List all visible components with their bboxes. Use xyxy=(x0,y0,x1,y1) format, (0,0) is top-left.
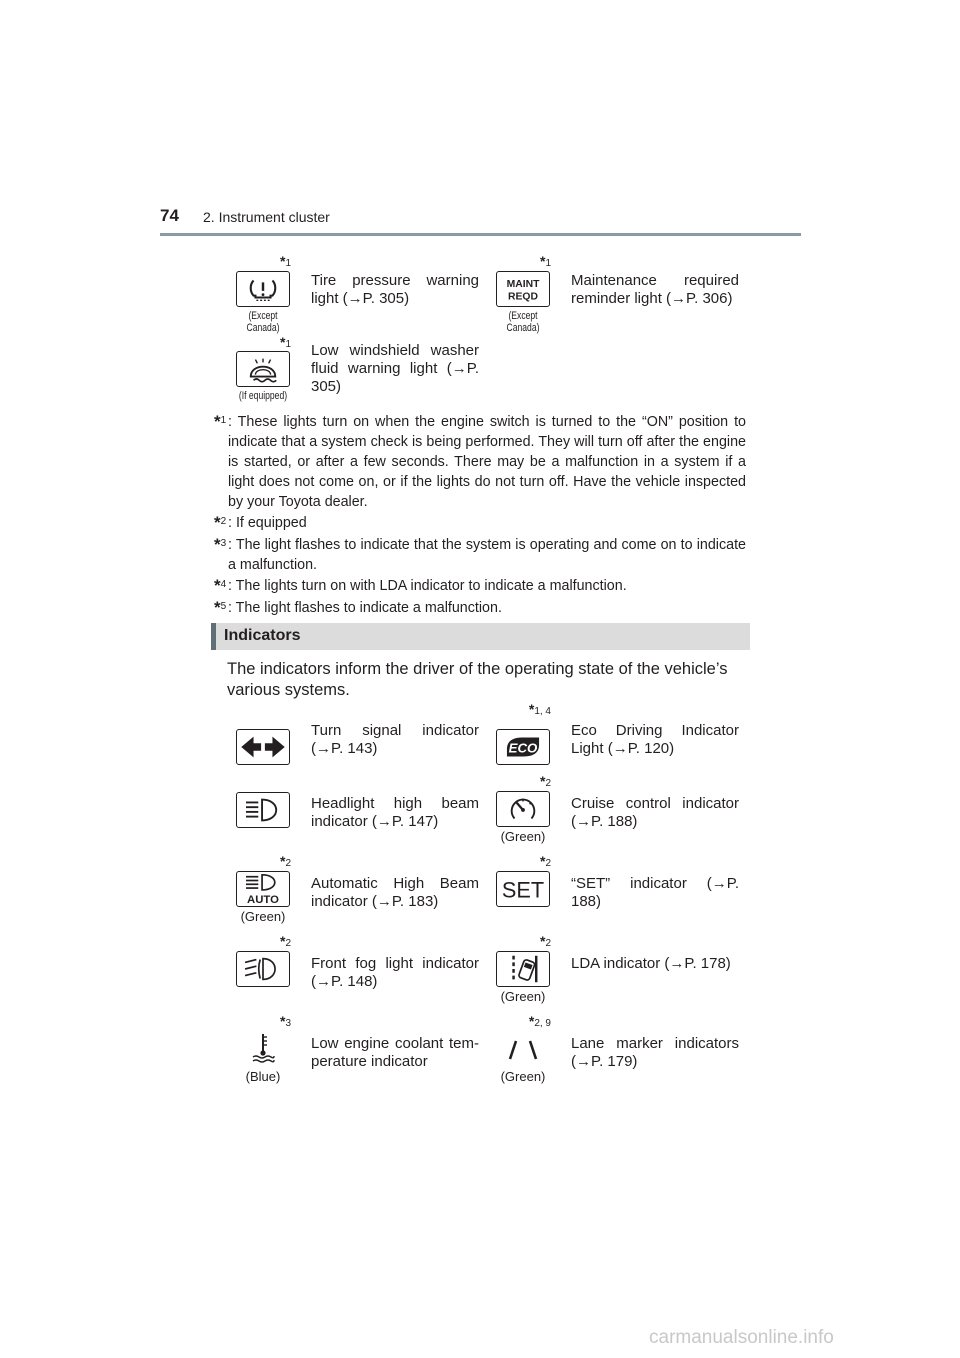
icon-caption: (Green) xyxy=(500,989,546,1004)
header-rule xyxy=(160,233,801,236)
tire-pressure-icon xyxy=(236,271,290,307)
set-icon xyxy=(496,871,550,907)
icon-caption: (Green) xyxy=(240,909,286,924)
footnote-mark: *1 xyxy=(279,253,291,269)
high-beam-icon xyxy=(236,792,290,828)
footnote-2: *$^2$ : If equipped xyxy=(214,513,307,532)
lane-marker-icon xyxy=(496,1031,550,1067)
footnote-5: *$^5$ : The light flashes to indicate a malfunction. xyxy=(214,598,502,617)
indicators-intro: The indicators inform the driver of the operating state of the vehicle’s various systems. xyxy=(227,660,728,699)
eco-icon xyxy=(496,729,550,765)
cruise-control-icon xyxy=(496,791,550,827)
icon-caption: (Except Canada) xyxy=(506,310,540,334)
maint-text: MAINT xyxy=(506,279,540,291)
item-description: Maintenance required reminder light (→P. 306) xyxy=(571,272,739,307)
footnote-mark: *2 xyxy=(539,853,551,869)
item-description: Front fog light indicator (→P. 148) xyxy=(311,955,479,990)
maint-reqd-icon xyxy=(496,271,550,307)
item-description: LDA indicator (→P. 178) xyxy=(571,955,731,972)
section-heading: Indicators xyxy=(224,627,301,644)
footnote-mark: *2 xyxy=(279,933,291,949)
front-fog-light-icon xyxy=(236,951,290,987)
icon-caption: (Blue) xyxy=(245,1069,281,1084)
reqd-text: REQD xyxy=(508,291,538,303)
heading-accent xyxy=(211,623,216,650)
footnote-1: *$^1$ : These lights turn on when the engine switch is turned to the “ON” position to indicate that a system check is being performed. They will turn off after the engine is started, or after a few seconds. There may be a malfunction in a system if a light does not come on, or if the lights do not turn off. Have the vehicle inspected by your Toyota dealer. xyxy=(214,412,746,510)
auto-text: AUTO xyxy=(247,894,279,906)
footnote-3: *$^3$ : The light flashes to indicate that the system is operating and come on to indicate a malfunction. xyxy=(214,535,746,573)
footnote-mark: *2 xyxy=(539,773,551,789)
item-description: Headlight high beam indicator (→P. 147) xyxy=(311,795,479,830)
item-description: “SET” indicator (→P. 188) xyxy=(571,875,739,910)
footnote-mark: *2, 9 xyxy=(528,1013,551,1029)
footnote-mark: *1 xyxy=(539,253,551,269)
watermark: carmanualsonline.info xyxy=(649,1327,834,1348)
section-heading-bar xyxy=(211,623,750,650)
section-title: 2. Instrument cluster xyxy=(203,209,330,225)
footnote-mark: *2 xyxy=(279,853,291,869)
item-description: Turn signal indicator (→P. 143) xyxy=(311,722,479,757)
auto-high-beam-icon xyxy=(236,871,290,907)
icon-caption: (Green) xyxy=(500,829,546,844)
icon-caption: (If equipped) xyxy=(238,390,288,402)
item-description: Cruise control indicator (→P. 188) xyxy=(571,795,739,830)
footnote-mark: *1, 4 xyxy=(528,701,551,717)
item-description: Automatic High Beam indicator (→P. 183) xyxy=(311,875,479,910)
item-description: Low engine coolant tem-perature indicator xyxy=(311,1035,479,1070)
page-number: 74 xyxy=(160,206,179,225)
icon-caption: (Green) xyxy=(500,1069,546,1084)
item-description: Lane marker indicators (→P. 179) xyxy=(571,1035,739,1070)
low-coolant-temp-icon xyxy=(236,1031,290,1067)
item-description: Low windshield washer fluid warning light (→P. 305) xyxy=(311,342,479,395)
footnote-4: *$^4$ : The lights turn on with LDA indicator to indicate a malfunction. xyxy=(214,576,627,595)
eco-text: ECO xyxy=(508,740,538,756)
icon-caption: (Except Canada) xyxy=(246,310,280,334)
footnote-mark: *2 xyxy=(539,933,551,949)
footnote-mark: *3 xyxy=(279,1013,291,1029)
item-description: Tire pressure warning light (→P. 305) xyxy=(311,272,479,307)
footnote-mark: *1 xyxy=(279,334,291,350)
lda-icon xyxy=(496,951,550,987)
item-description: Eco Driving Indicator Light (→P. 120) xyxy=(571,722,739,757)
turn-signal-icon xyxy=(236,729,290,765)
washer-fluid-icon xyxy=(236,351,290,387)
set-text: SET xyxy=(501,877,545,903)
